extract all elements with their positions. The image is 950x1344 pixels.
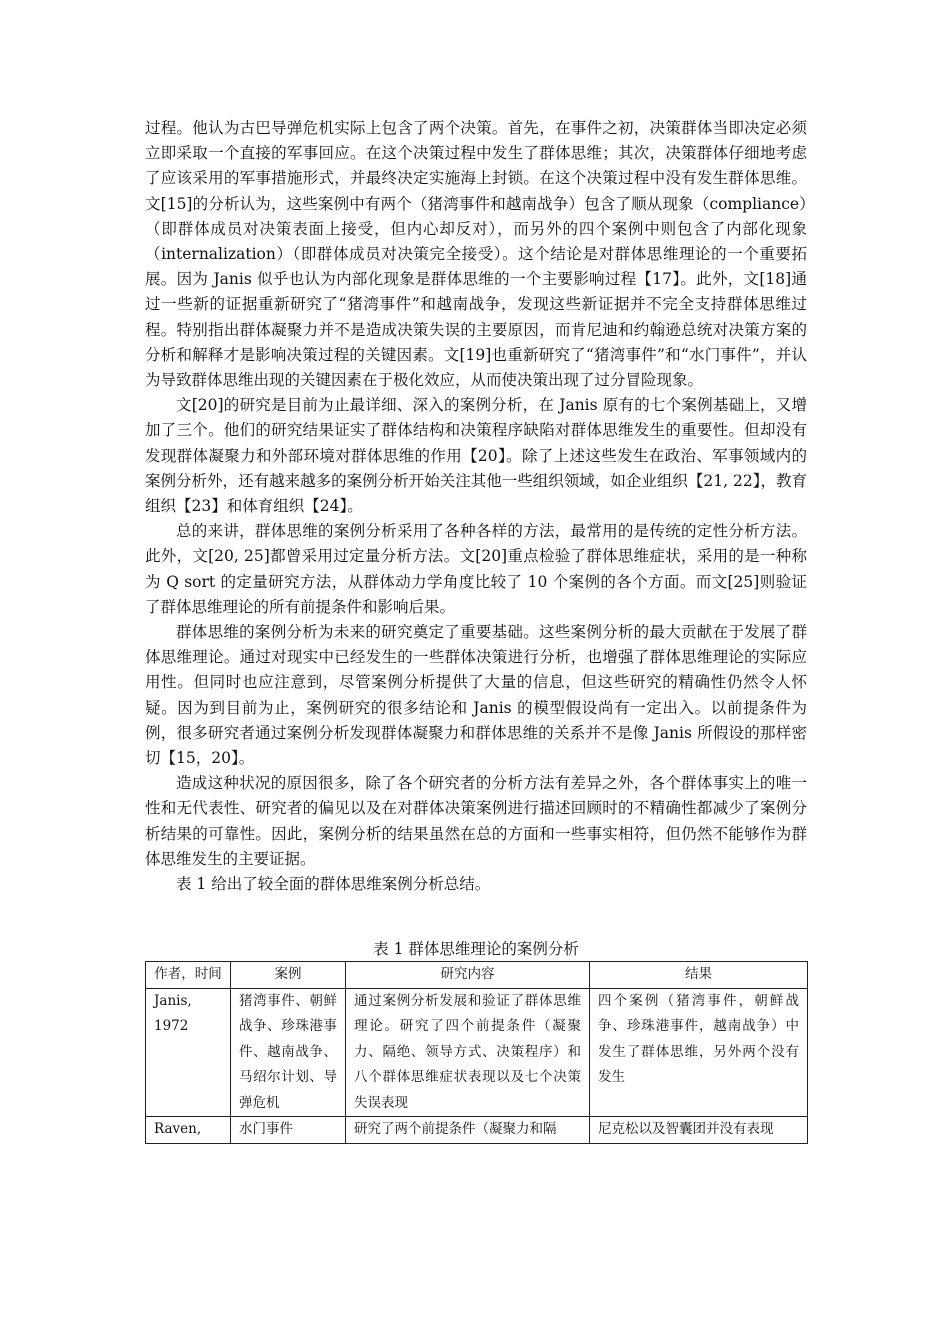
table-caption: 表 1 群体思维理论的案例分析 <box>373 940 579 958</box>
cell-result: 尼克松以及智囊团并没有表现 <box>590 1117 808 1144</box>
cell-cases: 猪湾事件、朝鲜战争、珍珠港事件、越南战争、马绍尔计划、导弹危机 <box>231 988 346 1117</box>
paragraph-2: 文[20]的研究是目前为止最详细、深入的案例分析，在 Janis 原有的七个案例基础上，又增加了三个。他们的研究结果证实了群体结构和决策程序缺陷对群体思维发生的重要性。但却没有发现群体凝聚力和外部环境对群体思维的作用【20】。除了上述这些发生在政治、军事领域内的案例分析外，还有越来越多的案例分析开始关注其他一些组织领域，如企业组织【21, 22】，教育组织【23】和体育组织【24】。 <box>145 396 807 516</box>
header-result: 结果 <box>590 962 808 989</box>
header-cases: 案例 <box>231 962 346 989</box>
cell-content: 研究了两个前提条件（凝聚力和隔 <box>346 1117 590 1144</box>
case-analysis-table <box>145 961 808 1144</box>
cell-author: Raven, <box>146 1117 231 1144</box>
cell-cases: 水门事件 <box>231 1117 346 1144</box>
table-header-row <box>146 962 808 989</box>
cell-result: 四个案例（猪湾事件，朝鲜战争、珍珠港事件，越南战争）中发生了群体思维，另外两个没有发生 <box>590 988 808 1117</box>
paragraph-1: 过程。他认为古巴导弹危机实际上包含了两个决策。首先，在事件之初，决策群体当即决定必须立即采取一个直接的军事回应。在这个决策过程中发生了群体思维；其次，决策群体仔细地考虑了应该采用的军事措施形式，并最终决定实施海上封锁。在这个决策过程中没有发生群体思维。文[15]的分析认为，这些案例中有两个（猪湾事件和越南战争）包含了顺从现象（compliance）（即群体成员对决策表面上接受，但内心却反对），而另外的四个案例中则包含了内部化现象（internalization）（即群体成员对决策完全接受）。这个结论是对群体思维理论的一个重要拓展。因为 Janis 似乎也认为内部化现象是群体思维的一个主要影响过程【17】。此外，文[18]通过一些新的证据重新研究了“猪湾事件”和越南战争，发现这些新证据并不完全支持群体思维过程。特别指出群体凝聚力并不是造成决策失误的主要原因，而肯尼迪和约翰逊总统对决策方案的分析和解释才是影响决策过程的关键因素。文[19]也重新研究了“猪湾事件”和“水门事件”，并认为导致群体思维出现的关键因素在于极化效应，从而使决策出现了过分冒险现象。 <box>145 119 807 390</box>
paragraph-6: 表 1 给出了较全面的群体思维案例分析总结。 <box>176 875 491 894</box>
header-author-time: 作者，时间 <box>146 962 231 989</box>
table-row <box>146 988 808 1117</box>
cell-author: Janis, 1972 <box>146 988 231 1117</box>
paragraph-4: 群体思维的案例分析为未来的研究奠定了重要基础。这些案例分析的最大贡献在于发展了群体思维理论。通过对现实中已经发生的一些群体决策进行分析，也增强了群体思维理论的实际应用性。但同时也应注意到，尽管案例分析提供了大量的信息，但这些研究的精确性仍然令人怀疑。因为到目前为止，案例研究的很多结论和 Janis 的模型假设尚有一定出入。以前提条件为例，很多研究者通过案例分析发现群体凝聚力和群体思维的关系并不是像 Janis 所假设的那样密切【15，20】。 <box>145 623 807 768</box>
header-content: 研究内容 <box>346 962 590 989</box>
paragraph-3: 总的来讲，群体思维的案例分析采用了各种各样的方法，最常用的是传统的定性分析方法。此外，文[20, 25]都曾采用过定量分析方法。文[20]重点检验了群体思维症状，采用的是一种称为 Q sort 的定量研究方法，从群体动力学角度比较了 10 个案例的各个方面。而文[25]则验证了群体思维理论的所有前提条件和影响后果。 <box>145 522 807 616</box>
table-row <box>146 1117 808 1144</box>
cell-content: 通过案例分析发展和验证了群体思维理论。研究了四个前提条件（凝聚力、隔绝、领导方式、决策程序）和八个群体思维症状表现以及七个决策失误表现 <box>346 988 590 1117</box>
paragraph-5: 造成这种状况的原因很多，除了各个研究者的分析方法有差异之外，各个群体事实上的唯一性和无代表性、研究者的偏见以及在对群体决策案例进行描述回顾时的不精确性都减少了案例分析结果的可靠性。因此，案例分析的结果虽然在总的方面和一些事实相符，但仍然不能够作为群体思维发生的主要证据。 <box>145 774 807 868</box>
body-text <box>145 116 807 897</box>
